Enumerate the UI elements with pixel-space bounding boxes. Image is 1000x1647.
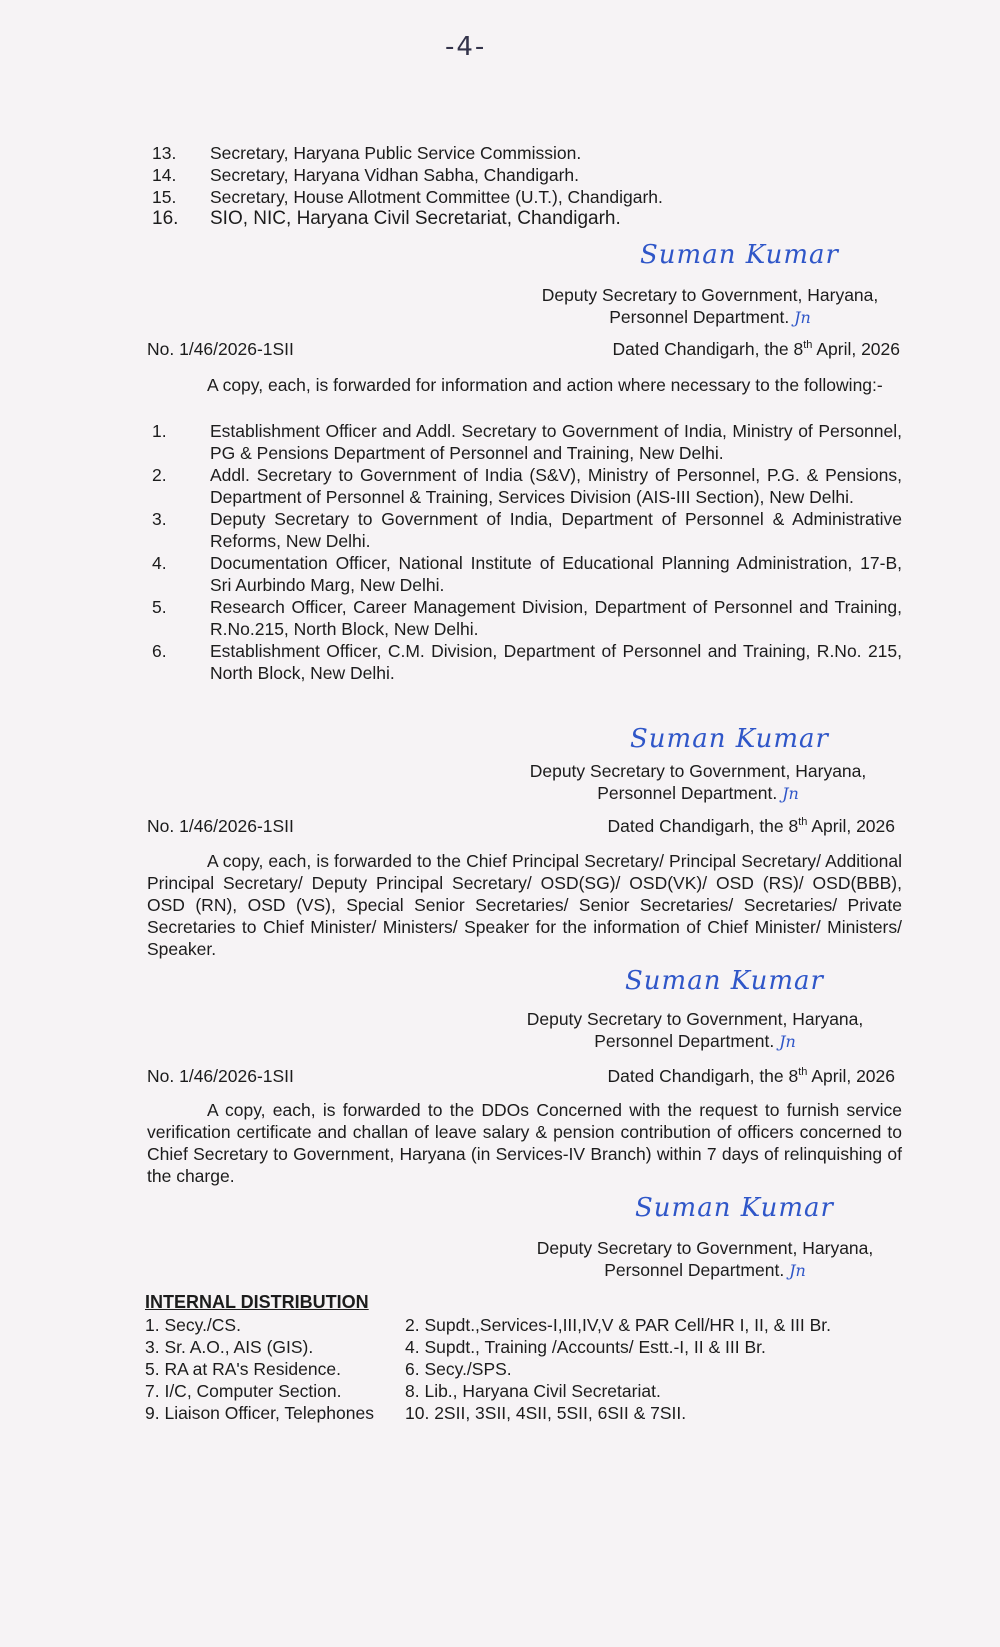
initial-mark: Jn [782, 784, 799, 803]
forwarding-list [152, 420, 902, 684]
list-item: 14. Secretary, Haryana Vidhan Sabha, Chandigarh. [152, 165, 580, 185]
signature: Suman Kumar [640, 240, 839, 270]
forwarding-paragraph: A copy, each, is forwarded for information and action where necessary to the following:- [207, 375, 883, 395]
signatory-block [505, 1008, 885, 1053]
list-item: 2. Addl. Secretary to Government of India (S&V), Ministry of Personnel, P.G. & Pensions, Department of Personnel & Training, Services Division (AIS-III Section), New Delhi. [152, 465, 902, 507]
signatory-block [508, 760, 888, 805]
signatory-dept: Personnel Department. Jn [597, 783, 799, 803]
signature: Suman Kumar [630, 724, 829, 754]
list-item: 15. Secretary, House Allotment Committee (U.T.), Chandigarh. [152, 187, 663, 207]
top-distribution-list [152, 142, 912, 230]
list-item: 4. Documentation Officer, National Institute of Educational Planning Administration, 17-B, Sri Aurbindo Marg, New Delhi. [152, 553, 902, 595]
signatory-title: Deputy Secretary to Government, Haryana, [541, 285, 879, 305]
signatory-title: Deputy Secretary to Government, Haryana, [526, 1009, 864, 1029]
list-item: 1. Secy./CS. 2. Supdt.,Services-I,III,IV,V & PAR Cell/HR I, II, & III Br. [145, 1315, 831, 1335]
signatory-title: Deputy Secretary to Government, Haryana, [536, 1238, 874, 1258]
page-number: -4- [445, 32, 487, 62]
initial-mark: Jn [779, 1032, 796, 1051]
internal-distribution-heading: INTERNAL DISTRIBUTION [145, 1292, 369, 1312]
list-item: 3. Sr. A.O., AIS (GIS). 4. Supdt., Training /Accounts/ Estt.-I, II & III Br. [145, 1337, 766, 1357]
list-item: 13. Secretary, Haryana Public Service Commission. [152, 143, 582, 163]
internal-distribution-list [145, 1314, 925, 1424]
signature: Suman Kumar [635, 1193, 834, 1223]
list-item: 7. I/C, Computer Section. 8. Lib., Haryana Civil Secretariat. [145, 1381, 661, 1401]
list-item: 16. SIO, NIC, Haryana Civil Secretariat, Chandigarh. [152, 208, 621, 229]
signature: Suman Kumar [625, 966, 824, 996]
list-item: 1. Establishment Officer and Addl. Secretary to Government of India, Ministry of Personnel, PG & Pensions Department of Personnel and Training, New Delhi. [152, 421, 902, 463]
reference-number: No. 1/46/2026-1SII [147, 1066, 294, 1086]
forwarding-paragraph: A copy, each, is forwarded to the Chief Principal Secretary/ Principal Secretary/ Additional Principal Secretary/ Deputy Principal Secretary/ OSD(SG)/ OSD(VK)/ OSD (RS)/ OSD(BBB), OSD (RN), OSD (VS), Special Senior Secretaries/ Senior Secretaries/ Secretaries/ Private Secretaries to Chief Minister/ Ministers/ Speaker for the information of Chief Minister/ Ministers/ Speaker. [147, 851, 902, 959]
initial-mark: Jn [794, 308, 811, 327]
list-item: 9. Liaison Officer, Telephones 10. 2SII, 3SII, 4SII, 5SII, 6SII & 7SII. [145, 1403, 687, 1423]
signatory-dept: Personnel Department. Jn [609, 307, 811, 327]
forwarding-paragraph: A copy, each, is forwarded to the DDOs Concerned with the request to furnish service verification certificate and challan of leave salary & pension contribution of officers concerned to Chief Secretary to Government, Haryana (in Services-IV Branch) within 7 days of relinquishing of the charge. [147, 1100, 902, 1186]
signatory-title: Deputy Secretary to Government, Haryana, [529, 761, 867, 781]
signatory-block [515, 1237, 895, 1282]
list-item: 5. Research Officer, Career Management Division, Department of Personnel and Training, R.No.215, North Block, New Delhi. [152, 597, 902, 639]
signatory-dept: Personnel Department. Jn [604, 1260, 806, 1280]
dated-line: Dated Chandigarh, the 8th April, 2026 [612, 339, 900, 359]
reference-number: No. 1/46/2026-1SII [147, 339, 294, 359]
signatory-block [520, 284, 900, 329]
signatory-dept: Personnel Department. Jn [594, 1031, 796, 1051]
list-item: 6. Establishment Officer, C.M. Division, Department of Personnel and Training, R.No. 215, North Block, New Delhi. [152, 641, 902, 683]
list-item: 3. Deputy Secretary to Government of India, Department of Personnel & Administrative Reforms, New Delhi. [152, 509, 902, 551]
dated-line: Dated Chandigarh, the 8th April, 2026 [607, 1066, 895, 1086]
list-item: 5. RA at RA's Residence. 6. Secy./SPS. [145, 1359, 512, 1379]
reference-number: No. 1/46/2026-1SII [147, 816, 294, 836]
dated-line: Dated Chandigarh, the 8th April, 2026 [607, 816, 895, 836]
initial-mark: Jn [789, 1261, 806, 1280]
